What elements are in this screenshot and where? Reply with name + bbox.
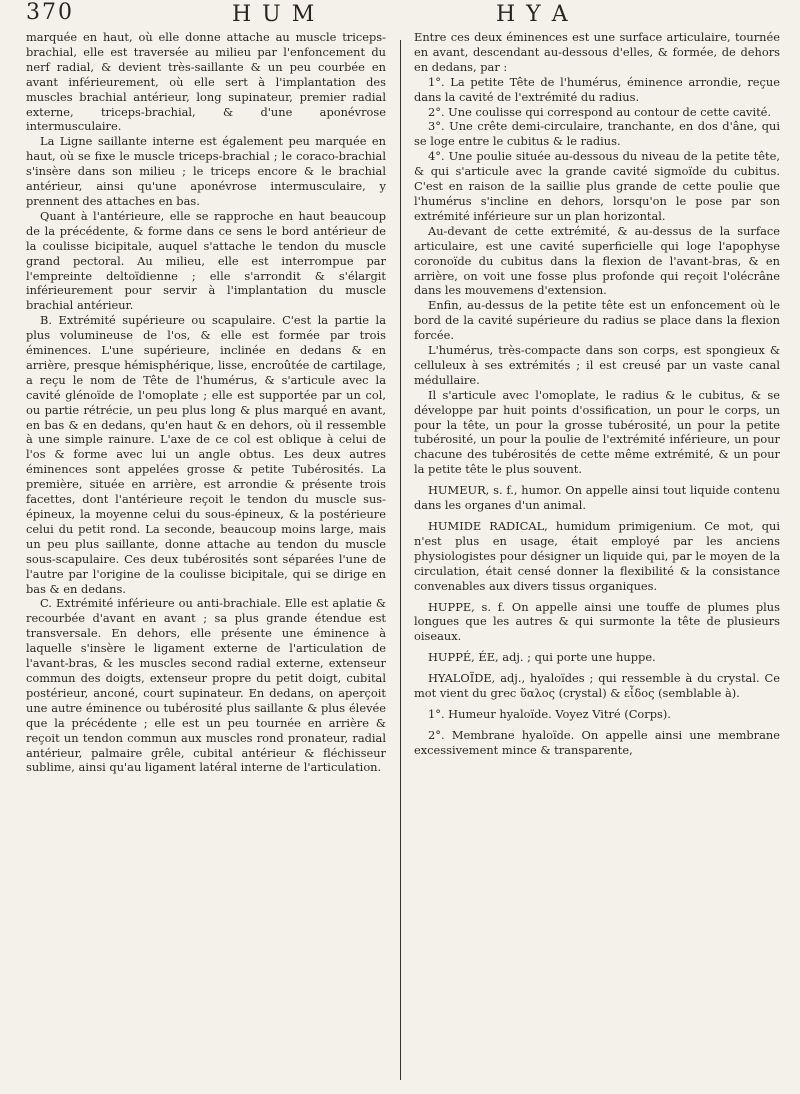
paragraph: Il s'articule avec l'omoplate, le radius & le cubitus, & se développe par huit points d'ossification, un pour le corps, un pour la tête, un pour la grosse tubérosité, un pour la petite tubérosité, un pour la poulie de l'extrémité inférieure, un pour chacune des tubérosités de cette même extrémité, & un pour la petite tête le plus souvent.	[414, 387, 780, 477]
right-column	[414, 30, 780, 758]
paragraph: L'humérus, très-compacte dans son corps, est spongieux & celluleux à ses extrémités ; il est creusé par un vaste canal médullaire.	[414, 343, 780, 387]
paragraph: marquée en haut, où elle donne attache au muscle triceps-brachial, elle est traversée au milieu par l'enfoncement du nerf radial, & devient très-saillante & un peu courbée en avant inférieurement, où elle sert à l'implantation des muscles brachial antérieur, long supinateur, premier radial externe, triceps-brachial, & d'une aponévrose intermusculaire.	[26, 30, 386, 134]
paragraph: 2°. Une coulisse qui correspond au contour de cette cavité.	[428, 104, 772, 119]
dictionary-entry: HUPPÉ, ÉE, adj. ; qui porte une huppe.	[428, 650, 656, 665]
dictionary-entry: HUPPE, s. f. On appelle ainsi une touffe de plumes plus longues que les autres & qui surmonte la tête de plusieurs oiseaux.	[414, 599, 780, 644]
paragraph: 3°. Une crête demi-circulaire, tranchante, en dos d'âne, qui se loge entre le cubitus & le radius.	[414, 119, 780, 149]
dictionary-entry: 1°. Humeur hyaloïde. Voyez Vitré (Corps).	[428, 706, 671, 721]
paragraph: C. Extrémité inférieure ou anti-brachiale. Elle est aplatie & recourbée d'avant en avant ; sa plus grande étendue est transversale. En dehors, elle présente une éminence à laquelle s'insère le ligament externe de l'articulation de l'avant-bras, & les muscles second radial externe, extenseur commun des doigts, extenseur propre du petit doigt, cubital postérieur, anconé, court supinateur. En dedans, on aperçoit une autre éminence ou tubérosité plus saillante & plus élevée que la précédente ; elle est un peu tournée en arrière & reçoit un tendon commun aux muscles rond pronateur, radial antérieur, palmaire grêle, cubital antérieur & fléchisseur sublime, ainsi qu'au ligament latéral interne de l'articulation.	[26, 596, 386, 775]
dictionary-entry: 2°. Membrane hyaloïde. On appelle ainsi une membrane excessivement mince & transparente,	[414, 727, 780, 757]
paragraph: Entre ces deux éminences est une surface articulaire, tournée en avant, descendant au-dessous d'elles, & formée, de dehors en dedans, par :	[414, 30, 780, 74]
paragraph: Au-devant de cette extrémité, & au-dessus de la surface articulaire, est une cavité superficielle qui loge l'apophyse coronoïde du cubitus dans la flexion de l'avant-bras, & en arrière, on voit une fosse plus profonde qui reçoit l'olécrâne dans les mouvemens d'extension.	[414, 223, 780, 298]
paragraph: Enfin, au-dessus de la petite tête est un enfoncement où le bord de la cavité supérieure du radius se place dans la flexion forcée.	[414, 298, 780, 343]
paragraph: 1°. La petite Tête de l'humérus, éminence arrondie, reçue dans la cavité de l'extrémité du radius.	[414, 74, 780, 104]
paragraph: B. Extrémité supérieure ou scapulaire. C'est la partie la plus volumineuse de l'os, & elle est formée par trois éminences. L'une supérieure, inclinée en dedans & en arrière, presque hémisphérique, lisse, encroûtée de cartilage, a reçu le nom de Tête de l'humérus, & s'articule avec la cavité glénoïde de l'omoplate ; elle est supportée par un col, ou partie rétrécie, un peu plus long & plus marqué en avant, en bas & en dedans, qu'en haut & en dehors, où il ressemble à une simple rainure. L'axe de ce col est oblique à celui de l'os & forme avec lui un angle obtus. Les deux autres éminences sont appelées grosse & petite Tubérosités. La première, située en arrière, est arrondie & présente trois facettes, dont l'antérieure reçoit le tendon du muscle sus-épineux, la moyenne celui du sous-épineux, & la postérieure celui du petit rond. La seconde, beaucoup moins large, mais un peu plus saillante, donne attache au tendon du muscle sous-scapulaire. Ces deux tubérosités sont séparées l'une de l'autre par l'origine de la coulisse bicipitale, qui se dirige en bas & en dedans.	[26, 313, 386, 596]
paragraph: Quant à l'antérieure, elle se rapproche en haut beaucoup de la précédente, & forme dans ce sens le bord antérieur de la coulisse bicipitale, auquel s'attache le tendon du muscle grand pectoral. Au milieu, elle est interrompue par l'empreinte deltoïdienne ; elle s'arrondit & s'élargit inférieurement pour servir à l'implantation du muscle brachial antérieur.	[26, 208, 386, 313]
paragraph: La Ligne saillante interne est également peu marquée en haut, où se fixe le muscle triceps-brachial ; le coraco-brachial s'insère dans son milieu ; le triceps encore & le brachial antérieur, ainsi qu'une aponévrose intermusculaire, y prennent des attaches en bas.	[26, 134, 386, 208]
paragraph: 4°. Une poulie située au-dessous du niveau de la petite tête, & qui s'articule avec la grande cavité sigmoïde du cubitus. C'est en raison de la saillie plus grande de cette poulie que l'humérus s'incline en dehors, lorsqu'on le pose par son extrémité inférieure sur un plan horizontal.	[414, 149, 780, 223]
page-number: 370	[26, 0, 74, 25]
running-head-left: H U M	[232, 2, 317, 27]
dictionary-entry: HUMIDE RADICAL, humidum primigenium. Ce mot, qui n'est plus en usage, était employé par les anciens physiologistes pour désigner un liquide qui, par le moyen de la circulation, était censé donner la flexibilité & la consistance convenables aux divers tissus organiques.	[414, 519, 780, 593]
running-head-right: H Y A	[496, 2, 570, 27]
dictionary-entry: HYALOÏDE, adj., hyaloïdes ; qui ressemble à du crystal. Ce mot vient du grec ὕαλος (crystal) & εἶδος (semblable à).	[414, 671, 780, 701]
left-column	[26, 30, 386, 775]
column-divider	[400, 40, 401, 1080]
dictionary-entry: HUMEUR, s. f., humor. On appelle ainsi tout liquide contenu dans les organes d'un animal.	[414, 483, 780, 513]
